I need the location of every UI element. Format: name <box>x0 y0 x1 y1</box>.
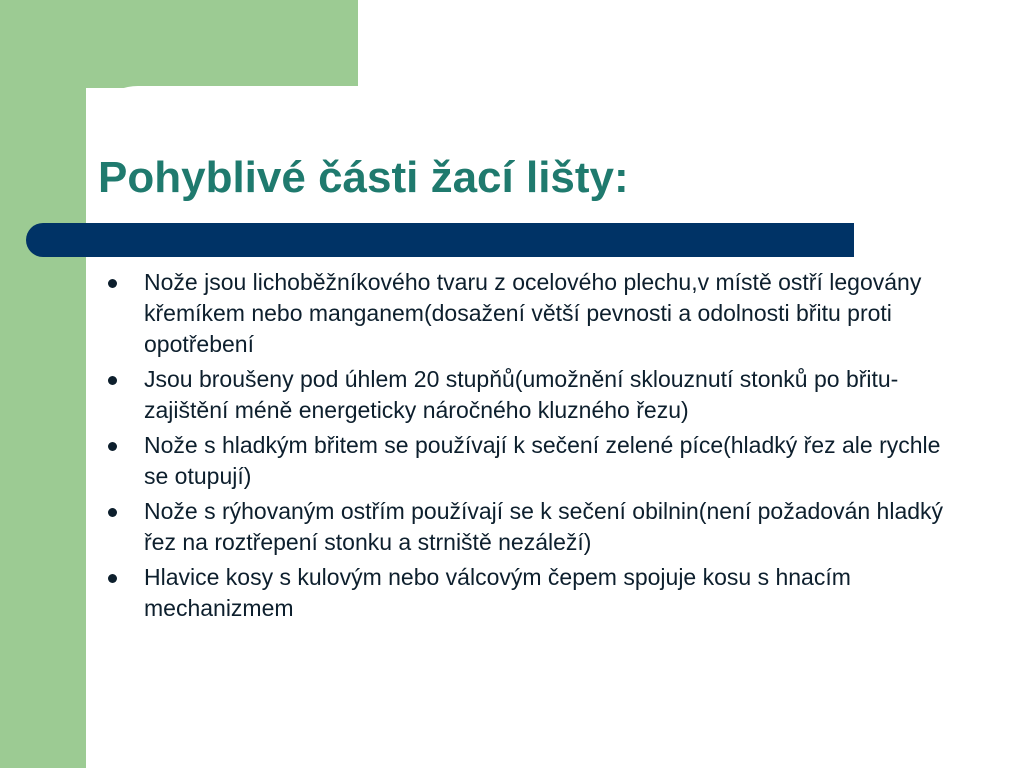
title-underline-bar <box>26 223 854 257</box>
bullet-text: Hlavice kosy s kulovým nebo válcovým čepem spojuje kosu s hnacím mechanizmem <box>144 564 851 621</box>
bullet-item <box>100 364 960 426</box>
bullet-item <box>100 496 960 558</box>
bullet-text: Nože s hladkým břitem se používají k sečení zelené píce(hladký řez ale rychle se otupují) <box>144 432 941 489</box>
bullet-text: Nože jsou lichoběžníkového tvaru z ocelového plechu,v místě ostří legovány křemíkem nebo manganem(dosažení větší pevnosti a odolnosti břitu proti opotřebení <box>144 269 922 357</box>
bullet-text: Nože s rýhovaným ostřím používají se k sečení obilnin(není požadován hladký řez na roztřepení stonku a strniště nezáleží) <box>144 498 944 555</box>
bullet-dot-icon <box>108 376 117 385</box>
bullet-item <box>100 430 960 492</box>
bullet-dot-icon <box>108 508 117 517</box>
bullet-dot-icon <box>108 279 117 288</box>
bullet-item <box>100 562 960 624</box>
bullet-item <box>100 267 960 360</box>
bullet-dot-icon <box>108 442 117 451</box>
bullet-list <box>100 267 960 628</box>
green-decor-left <box>0 0 86 768</box>
bullet-text: Jsou broušeny pod úhlem 20 stupňů(umožnění sklouznutí stonků po břitu-zajištění méně energeticky náročného kluzného řezu) <box>144 366 899 423</box>
bullet-dot-icon <box>108 574 117 583</box>
slide-title: Pohyblivé části žací lišty: <box>98 153 629 202</box>
